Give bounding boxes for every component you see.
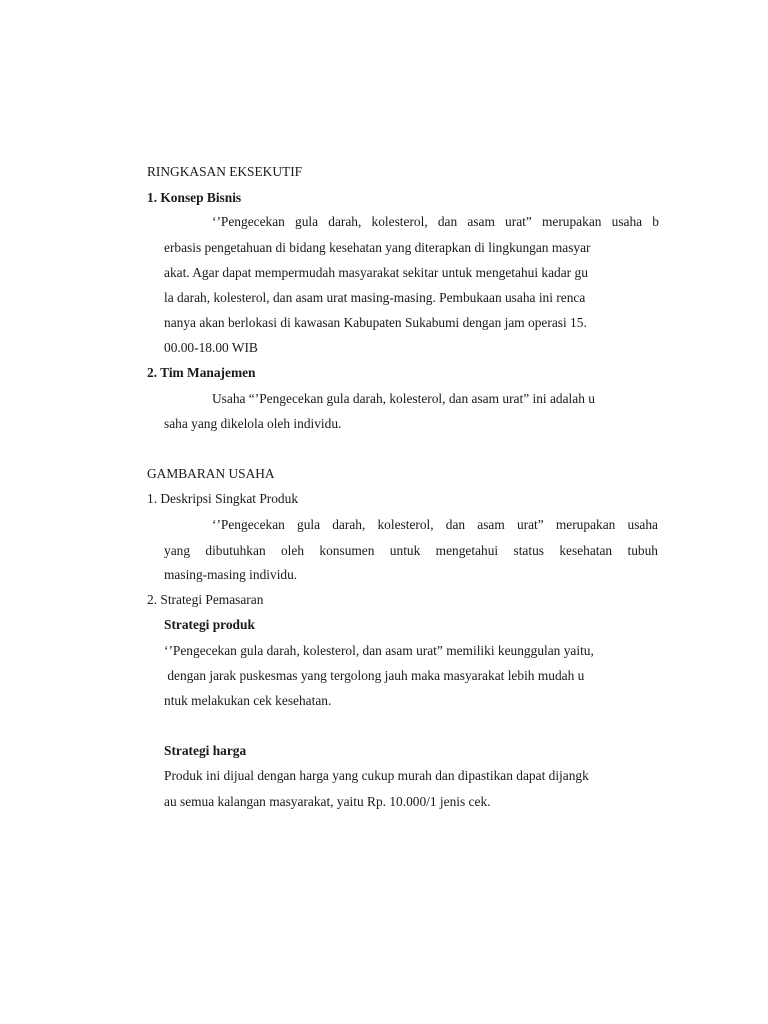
paragraph-line: masing-masing individu. [164, 567, 298, 582]
subheading-strategi-produk: Strategi produk [164, 617, 255, 632]
paragraph-line: nanya akan berlokasi di kawasan Kabupaten Sukabumi dengan jam operasi 15. [164, 315, 587, 330]
paragraph-line: au semua kalangan masyarakat, yaitu Rp. 10.000/1 jenis cek. [164, 794, 491, 809]
paragraph-line: la darah, kolesterol, dan asam urat masing-masing. Pembukaan usaha ini renca [164, 290, 586, 305]
subheading-deskripsi-produk: 1. Deskripsi Singkat Produk [147, 491, 299, 506]
subheading-tim-manajemen: 2. Tim Manajemen [147, 365, 256, 380]
section-heading-gambaran: GAMBARAN USAHA [147, 466, 275, 481]
subheading-konsep-bisnis: 1. Konsep Bisnis [147, 190, 242, 205]
paragraph-line: akat. Agar dapat mempermudah masyarakat sekitar untuk mengetahui kadar gu [164, 265, 588, 280]
paragraph-line: yang dibutuhkan oleh konsumen untuk mengetahui status kesehatan tubuh [164, 543, 658, 558]
paragraph-line: ‘’Pengecekan gula darah, kolesterol, dan asam urat” memiliki keunggulan yaitu, [164, 643, 594, 658]
paragraph-line: 00.00-18.00 WIB [164, 340, 258, 355]
subheading-strategi-harga: Strategi harga [164, 743, 247, 758]
paragraph-line: Produk ini dijual dengan harga yang cukup murah dan dipastikan dapat dijangk [164, 768, 589, 783]
paragraph-line: ‘’Pengecekan gula darah, kolesterol, dan asam urat” merupakan usaha b [212, 214, 659, 229]
paragraph-line: Usaha “’Pengecekan gula darah, kolesterol, dan asam urat” ini adalah u [212, 391, 595, 406]
paragraph-line: saha yang dikelola oleh individu. [164, 416, 342, 431]
subheading-strategi-pemasaran: 2. Strategi Pemasaran [147, 592, 264, 607]
paragraph-line: dengan jarak puskesmas yang tergolong jauh maka masyarakat lebih mudah u [164, 668, 585, 683]
paragraph-line: ntuk melakukan cek kesehatan. [164, 693, 332, 708]
paragraph-line: ‘’Pengecekan gula darah, kolesterol, dan asam urat” merupakan usaha [212, 517, 658, 532]
section-heading-ringkasan: RINGKASAN EKSEKUTIF [147, 164, 303, 179]
paragraph-line: erbasis pengetahuan di bidang kesehatan yang diterapkan di lingkungan masyar [164, 240, 591, 255]
